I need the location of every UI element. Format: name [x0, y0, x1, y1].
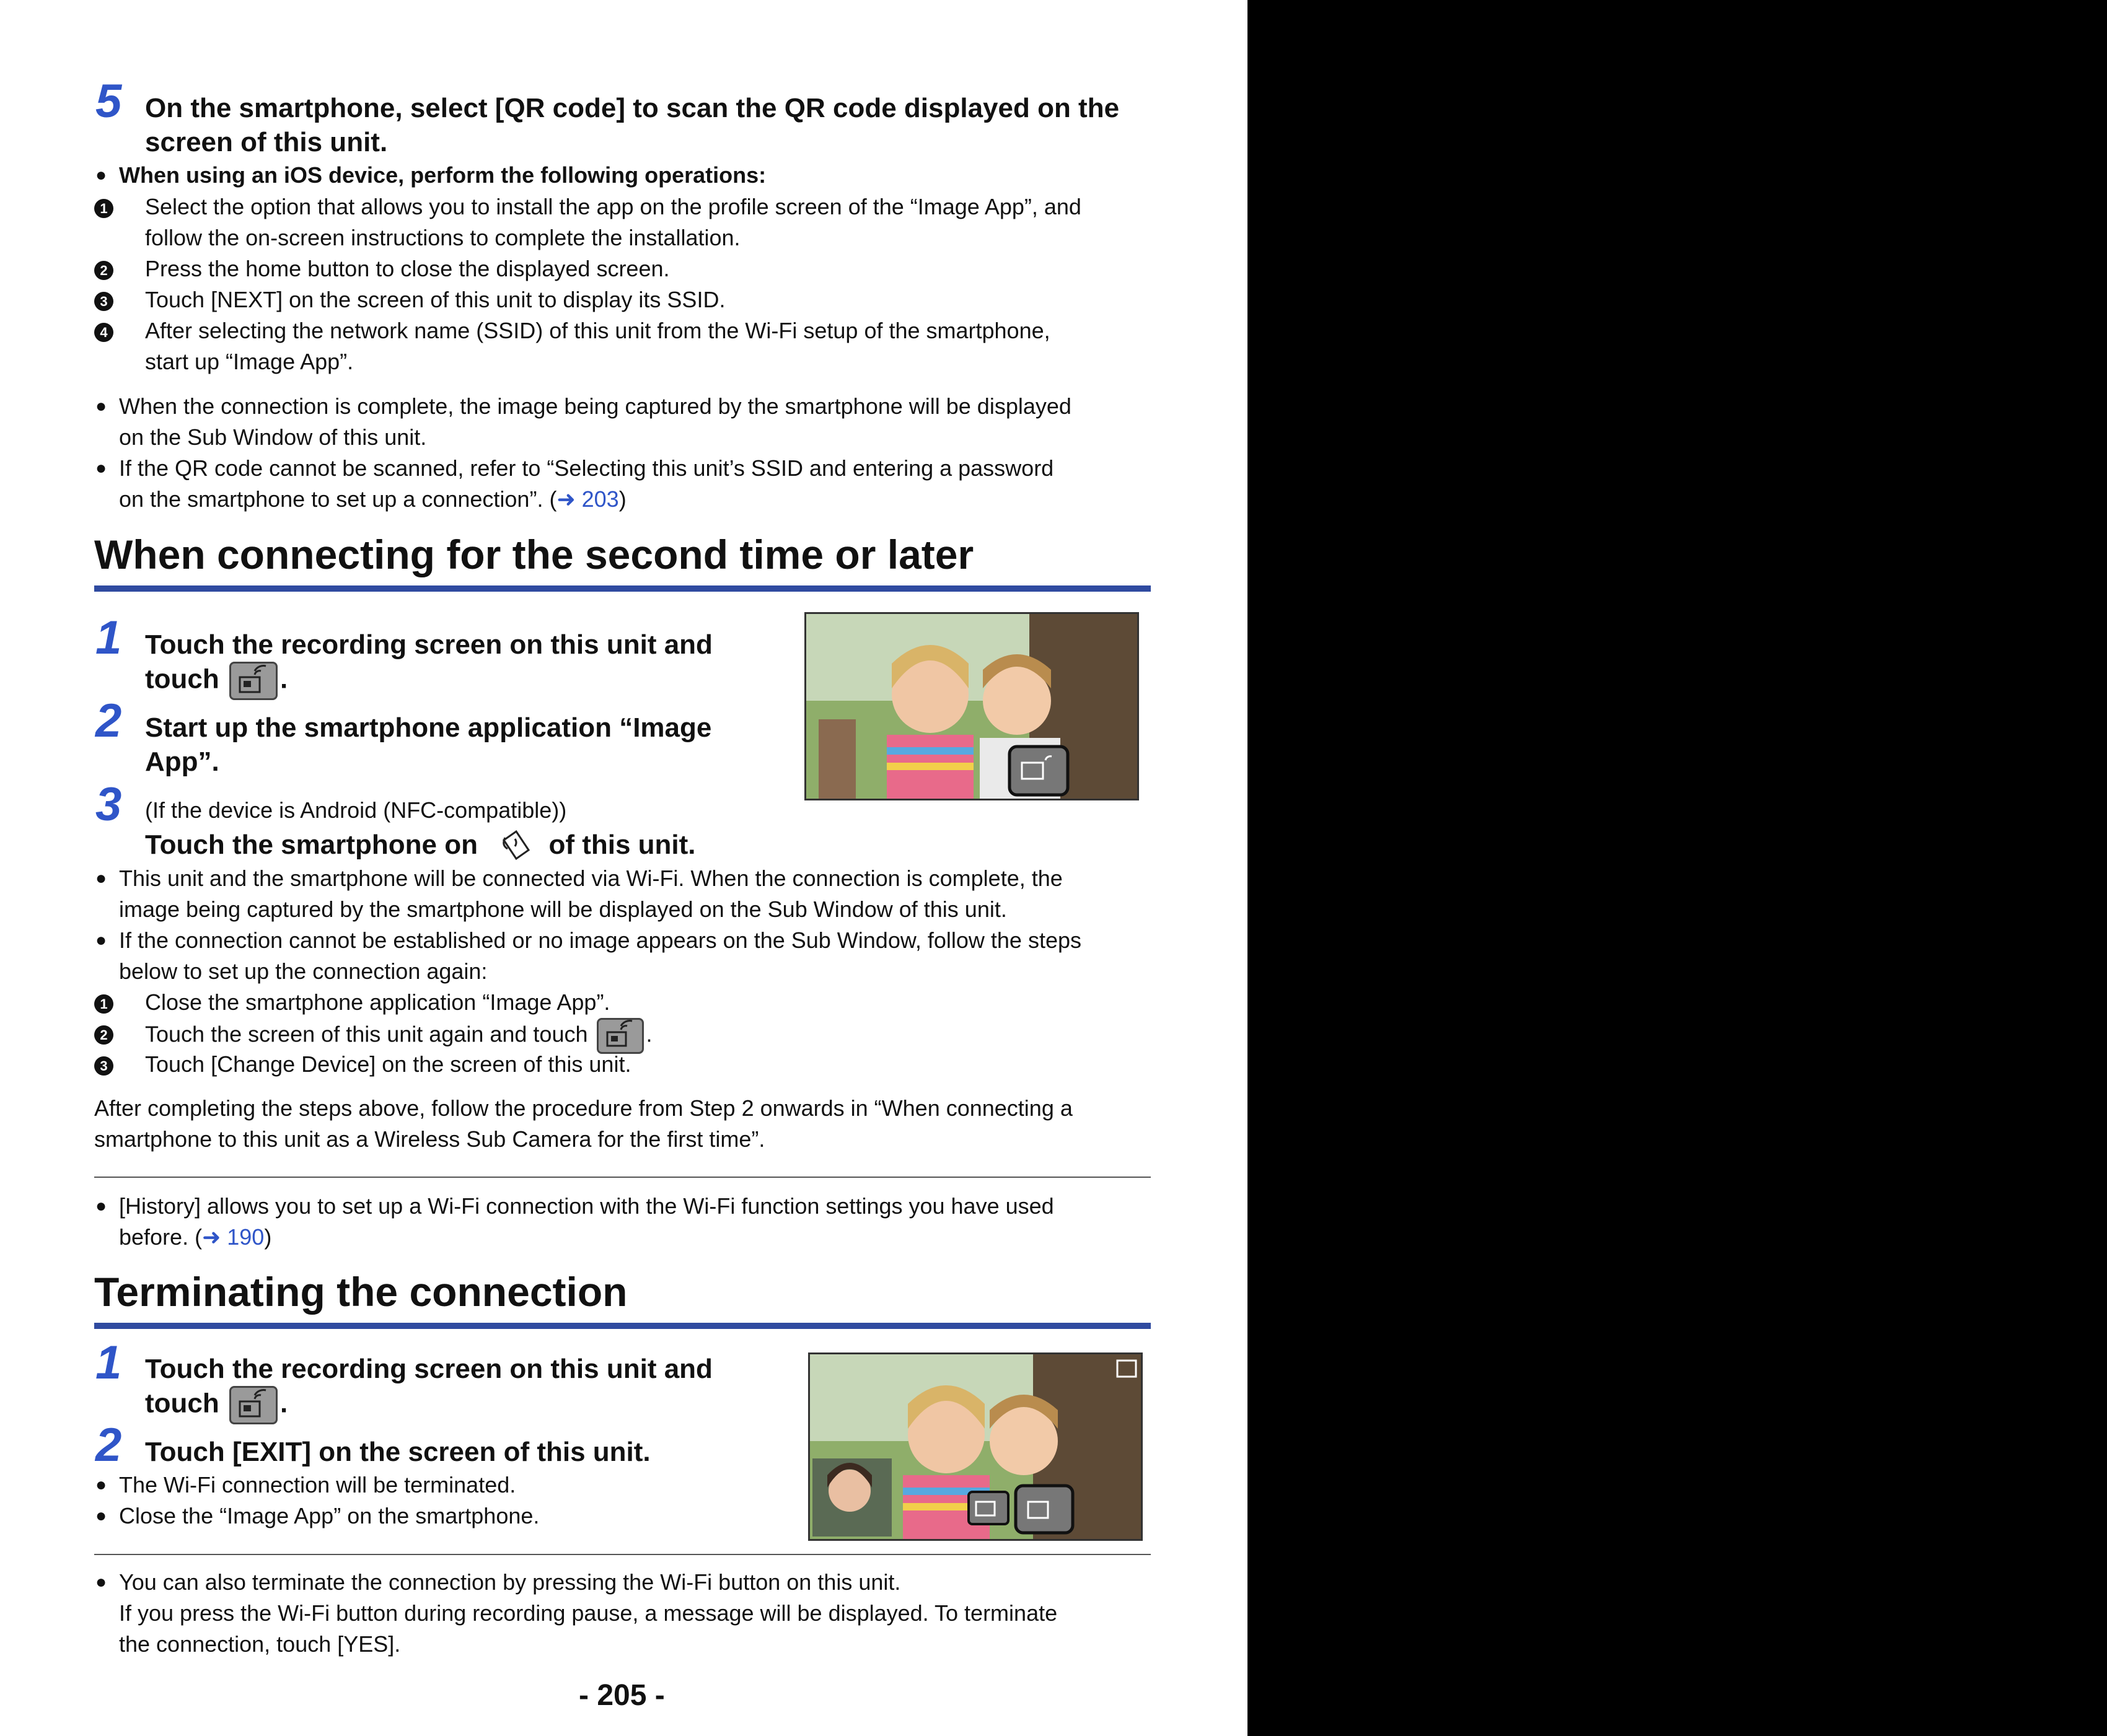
bullet-dot: ●: [95, 930, 107, 950]
manual-page: [94, 0, 1151, 1736]
wifi-sub-camera-icon[interactable]: [229, 1386, 278, 1424]
s2-bullet1: The Wi-Fi connection will be terminated.: [119, 1472, 516, 1497]
bullet-dot: ●: [95, 396, 107, 416]
circle-number: 1: [94, 994, 113, 1014]
ios-item-2: Press the home button to close the displayed screen.: [145, 256, 670, 281]
step-number: 1: [95, 612, 122, 664]
s1-step2-line2: App”.: [145, 747, 219, 777]
divider: [94, 1177, 1151, 1178]
nfc-touch-icon: [491, 828, 535, 865]
circle-number: 4: [94, 323, 113, 342]
circle-number: 1: [94, 199, 113, 218]
s1-step2-line1: Start up the smartphone application “Image: [145, 712, 712, 743]
s1-bullet1-line2: image being captured by the smartphone will be displayed on the Sub Window of this unit.: [119, 896, 1007, 922]
s1-step1-line2: touch .: [145, 662, 288, 700]
bullet-dot: ●: [95, 1572, 107, 1592]
page-ref-number: 203: [581, 486, 619, 512]
step5-line1: On the smartphone, select [QR code] to scan the QR code displayed on the: [145, 93, 1120, 123]
ios-item-4-line1: After selecting the network name (SSID) of this unit from the Wi-Fi setup of the smartphone,: [145, 318, 1050, 343]
s1-step3-line: [145, 828, 696, 865]
ios-item-1-line1: Select the option that allows you to install the app on the profile screen of the “Image App”, and: [145, 194, 1081, 219]
s1-bullet2-line1: If the connection cannot be established or no image appears on the Sub Window, follow the steps: [119, 927, 1081, 953]
section-rule: [94, 585, 1151, 592]
ios-item-4-line2: start up “Image App”.: [145, 349, 354, 374]
final-line2: If you press the Wi-Fi button during recording pause, a message will be displayed. To terminate: [119, 1600, 1058, 1626]
circle-number: 2: [94, 261, 113, 280]
bullet-dot: ●: [95, 1475, 107, 1495]
history-line2: [119, 1222, 271, 1253]
after-steps-line2: smartphone to this unit as a Wireless Sub Camera for the first time”.: [94, 1126, 765, 1152]
s2-step1-touch: touch: [145, 1388, 219, 1419]
wifi-sub-camera-icon[interactable]: [229, 662, 278, 700]
circle-number: 3: [94, 292, 113, 311]
note-qr-line2: [119, 484, 627, 515]
s1-sub2: Touch the screen of this unit again and touch .: [145, 1018, 653, 1054]
step5-line2: screen of this unit.: [145, 127, 388, 157]
note-connection-complete-line1: When the connection is complete, the image being captured by the smartphone will be displayed: [119, 393, 1071, 419]
s2-step2: Touch [EXIT] on the screen of this unit.: [145, 1437, 651, 1467]
bullet-dot: ●: [95, 458, 107, 478]
history-line1: [History] allows you to set up a Wi-Fi connection with the Wi-Fi function settings you have used: [119, 1193, 1054, 1219]
bullet-dot: ●: [95, 868, 107, 888]
s1-step1-line1: Touch the recording screen on this unit and: [145, 629, 713, 660]
bullet-dot: ●: [95, 165, 107, 185]
s2-bullet2: Close the “Image App” on the smartphone.: [119, 1503, 540, 1528]
bullet-dot: ●: [95, 1506, 107, 1526]
history-before: before. (: [119, 1224, 203, 1250]
s1-bullet2-line2: below to set up the connection again:: [119, 958, 488, 984]
history-close: ): [264, 1224, 272, 1250]
page-number: - 205 -: [579, 1679, 665, 1712]
note-qr-close: ): [618, 486, 627, 512]
camera-screen-sub-window-image: [808, 1352, 1143, 1541]
section-title-terminating: Terminating the connection: [94, 1269, 628, 1315]
circle-number: 3: [94, 1056, 113, 1076]
black-side-panel: [1247, 0, 2107, 1736]
s1-step3-condition: (If the device is Android (NFC-compatible)): [145, 797, 567, 823]
section-rule: [94, 1323, 1151, 1329]
page-ref-link[interactable]: [202, 1224, 264, 1250]
step-number: 1: [95, 1336, 122, 1389]
final-line1: You can also terminate the connection by pressing the Wi-Fi button on this unit.: [119, 1569, 901, 1595]
s1-step3-touch: Touch the smartphone on: [145, 830, 478, 860]
arrow-icon: ➜: [202, 1224, 221, 1250]
camera-screen-image: [804, 612, 1139, 800]
step-number: 5: [95, 75, 122, 128]
step-number: 2: [95, 1419, 122, 1471]
note-qr-text: on the smartphone to set up a connection”. (: [119, 486, 557, 512]
note-qr-line1: If the QR code cannot be scanned, refer to “Selecting this unit’s SSID and entering a password: [119, 455, 1054, 481]
s1-sub3: Touch [Change Device] on the screen of this unit.: [145, 1051, 631, 1077]
s1-step3-unit: of this unit.: [548, 830, 696, 860]
s1-step1-touch: touch: [145, 664, 219, 695]
circle-number: 2: [94, 1025, 113, 1045]
ios-heading: When using an iOS device, perform the following operations:: [119, 162, 767, 188]
note-connection-complete-line2: on the Sub Window of this unit.: [119, 424, 427, 450]
final-line3: the connection, touch [YES].: [119, 1631, 401, 1657]
page-ref-number: 190: [227, 1224, 265, 1250]
s2-step1-line1: Touch the recording screen on this unit and: [145, 1354, 713, 1384]
ios-item-3: Touch [NEXT] on the screen of this unit to display its SSID.: [145, 287, 726, 312]
s1-bullet1-line1: This unit and the smartphone will be connected via Wi-Fi. When the connection is complete, the: [119, 866, 1063, 891]
bullet-dot: ●: [95, 1196, 107, 1216]
ios-item-1-line2: follow the on-screen instructions to complete the installation.: [145, 225, 741, 250]
step-number: 3: [95, 778, 122, 831]
after-steps-line1: After completing the steps above, follow the procedure from Step 2 onwards in “When connecting a: [94, 1095, 1073, 1121]
s2-step1-line2: touch .: [145, 1386, 288, 1424]
page-ref-link[interactable]: [556, 486, 618, 512]
arrow-icon: ➜: [556, 486, 576, 512]
step-number: 2: [95, 695, 122, 747]
s1-sub2-text: Touch the screen of this unit again and touch: [145, 1021, 588, 1047]
section-title-second-time: When connecting for the second time or later: [94, 532, 974, 577]
s1-sub1: Close the smartphone application “Image App”.: [145, 989, 610, 1015]
divider: [94, 1554, 1151, 1555]
